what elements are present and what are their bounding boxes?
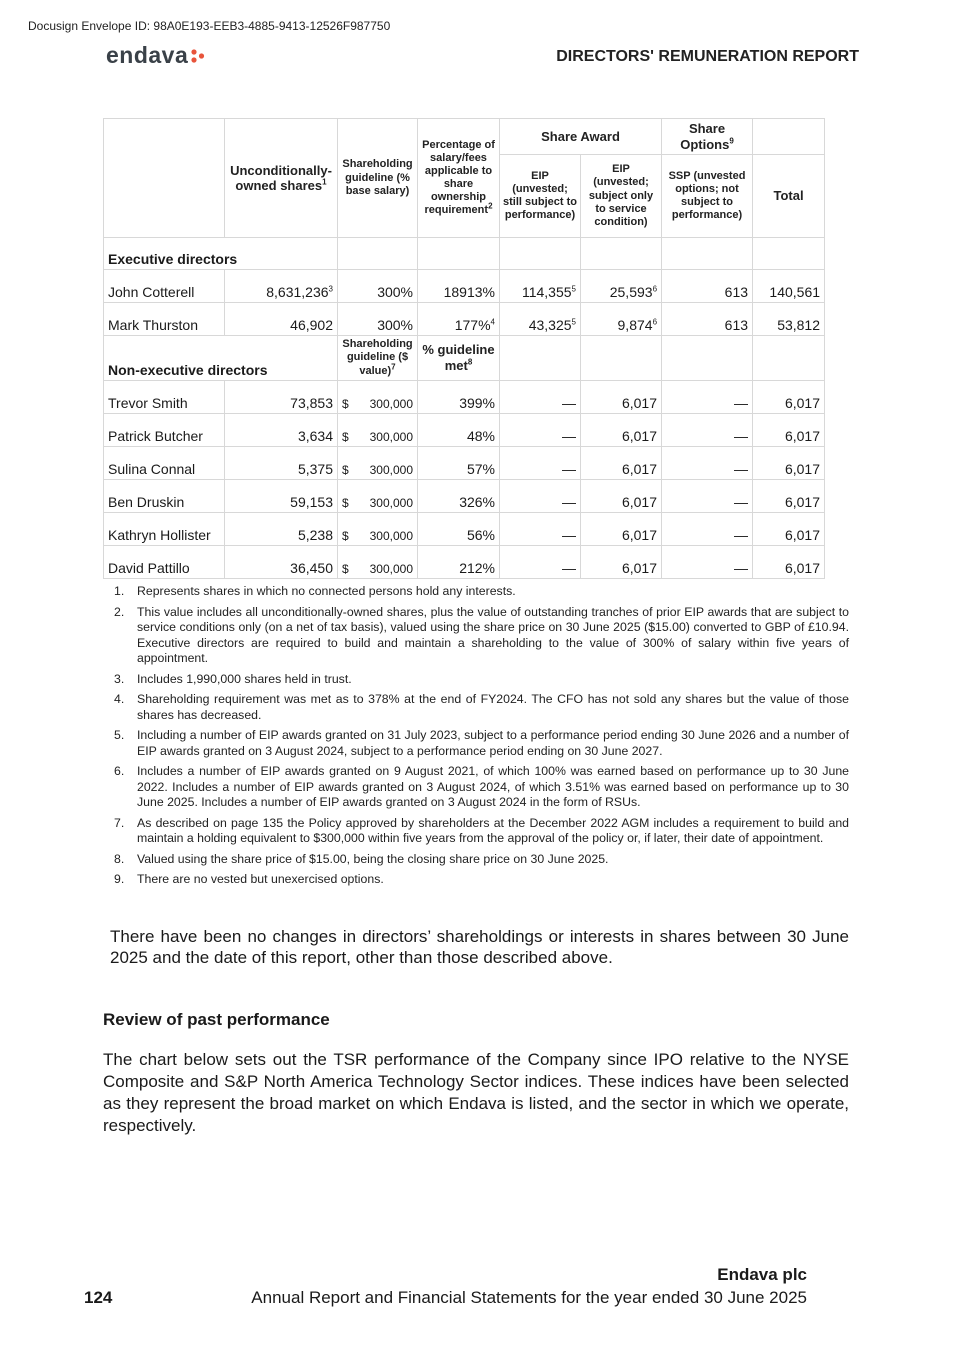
table-row: Kathryn Hollister 5,238 $ 300,000 56% — 6,017 — 6,017	[104, 512, 825, 545]
header-total: Total	[753, 155, 825, 238]
table-row: Patrick Butcher 3,634 $ 300,000 48% — 6,017 — 6,017	[104, 413, 825, 446]
header-ssp: SSP (unvested options; not subject to performance)	[662, 155, 753, 238]
report-title: DIRECTORS' REMUNERATION REPORT	[556, 48, 859, 65]
section-executive-directors: Executive directors	[104, 238, 338, 270]
table-row: Sulina Connal 5,375 $ 300,000 57% — 6,017 — 6,017	[104, 446, 825, 479]
footnote-item: 3. Includes 1,990,000 shares held in trust.	[114, 671, 352, 686]
header-unconditional: Unconditionally-owned shares$^1$	[225, 119, 338, 238]
table-row: John Cotterell 8,631,236$^3$ 300% 18913% 114,355$^5$ 25,593$^6$ 613 140,561	[104, 270, 825, 303]
header-eip-service: EIP (unvested; subject only to service condition)	[581, 155, 662, 238]
table-row: Ben Druskin 59,153 $ 300,000 326% — 6,017 — 6,017	[104, 479, 825, 512]
endava-mark-icon	[191, 48, 205, 64]
footnote-item: 7. As described on page 135 the Policy approved by shareholders at the December 2022 AGM includes a requirement to build and maintain a holding equivalent to $300,000 within five years from the approval of the policy or, if later, their date of appointment.	[114, 815, 849, 845]
endava-logo	[106, 42, 205, 69]
header-guideline: Shareholding guideline (% base salary)	[338, 119, 418, 238]
header-eip-performance: EIP (unvested; still subject to performance)	[500, 155, 581, 238]
footnote-item: 5. Including a number of EIP awards granted on 31 July 2023, subject to a performance period ending 30 June 2026 and a number of EIP awards granted on 3 August 2024, subject to a performance period ending on 30 June 2027.	[114, 728, 849, 758]
footer-title: Annual Report and Financial Statements for the year ended 30 June 2025	[251, 1288, 807, 1307]
footnote-item: 8. Valued using the share price of $15.00, being the closing share price on 30 June 2025.	[114, 851, 609, 866]
footnote-item: 1. Represents shares in which no connected persons hold any interests.	[114, 584, 516, 598]
tsr-paragraph: The chart below sets out the TSR performance of the Company since IPO relative to the NYSE Composite and S&P North America Technology Sector indices. These indices have been selected as they represent the broad market on which Endava is listed, and the sector in which we operate, respectively.	[103, 1050, 849, 1135]
footnote-item: 9. There are no vested but unexercised options.	[114, 872, 384, 886]
footnote-item: 6. Includes a number of EIP awards granted on 9 August 2021, of which 100% was earned based on performance up to 30 June 2022. Includes a number of EIP awards granted on 3 August 2024, of which 3.51% was earned based on performance up to 30 June 2025. Includes a number of EIP awards granted on 3 August 2024 in the form of RSUs.	[114, 764, 849, 809]
footnote-item: 2. This value includes all unconditionally-owned shares, plus the value of outstanding tranches of prior EIP awards that are subject to service conditions only (on a net of tax basis), valued using the share price on 30 June 2025 ($15.00) converted to GBP of £10.94. Executive directors are required to build and maintain a shareholding to the value of 300% of salary within five years of appointment.	[114, 604, 849, 665]
table-row: David Pattillo 36,450 $ 300,000 212% — 6,017 — 6,017	[104, 545, 825, 578]
table-row: Mark Thurston 46,902 300% 177%$^4$ 43,325$^5$ 9,874$^6$ 613 53,812	[104, 303, 825, 336]
header-nonexec-guideline: Shareholding guideline ($ value)$^7$	[338, 336, 418, 381]
review-heading: Review of past performance	[103, 1010, 330, 1029]
no-changes-paragraph: There have been no changes in directors’ shareholdings or interests in shares between 30 June 2025 and the date of this report, other than those described above.	[110, 927, 849, 967]
table-row: Trevor Smith 73,853 $ 300,000 399% — 6,017 — 6,017	[104, 380, 825, 413]
shareholdings-table	[103, 118, 825, 579]
page-number: 124	[84, 1288, 113, 1307]
header-share-award: Share Award	[500, 119, 662, 155]
header-percentage: Percentage of salary/fees applicable to share ownership requirement$^2$	[418, 119, 500, 238]
footer-company: Endava plc	[717, 1265, 807, 1284]
header-share-options: Share Options$^9$	[662, 119, 753, 155]
docusign-envelope-id: Docusign Envelope ID: 98A0E193-EEB3-4885-9413-12526F987750	[28, 19, 391, 33]
logo-text: endava	[106, 42, 189, 68]
footnote-item: 4. Shareholding requirement was met as to 378% at the end of FY2024. The CFO has not sold any shares but the value of those shares has decreased.	[114, 692, 849, 722]
section-non-executive-directors: Non-executive directors	[104, 336, 338, 381]
footnotes	[114, 584, 849, 893]
header-guideline-met: % guideline met$^8$	[418, 336, 500, 381]
